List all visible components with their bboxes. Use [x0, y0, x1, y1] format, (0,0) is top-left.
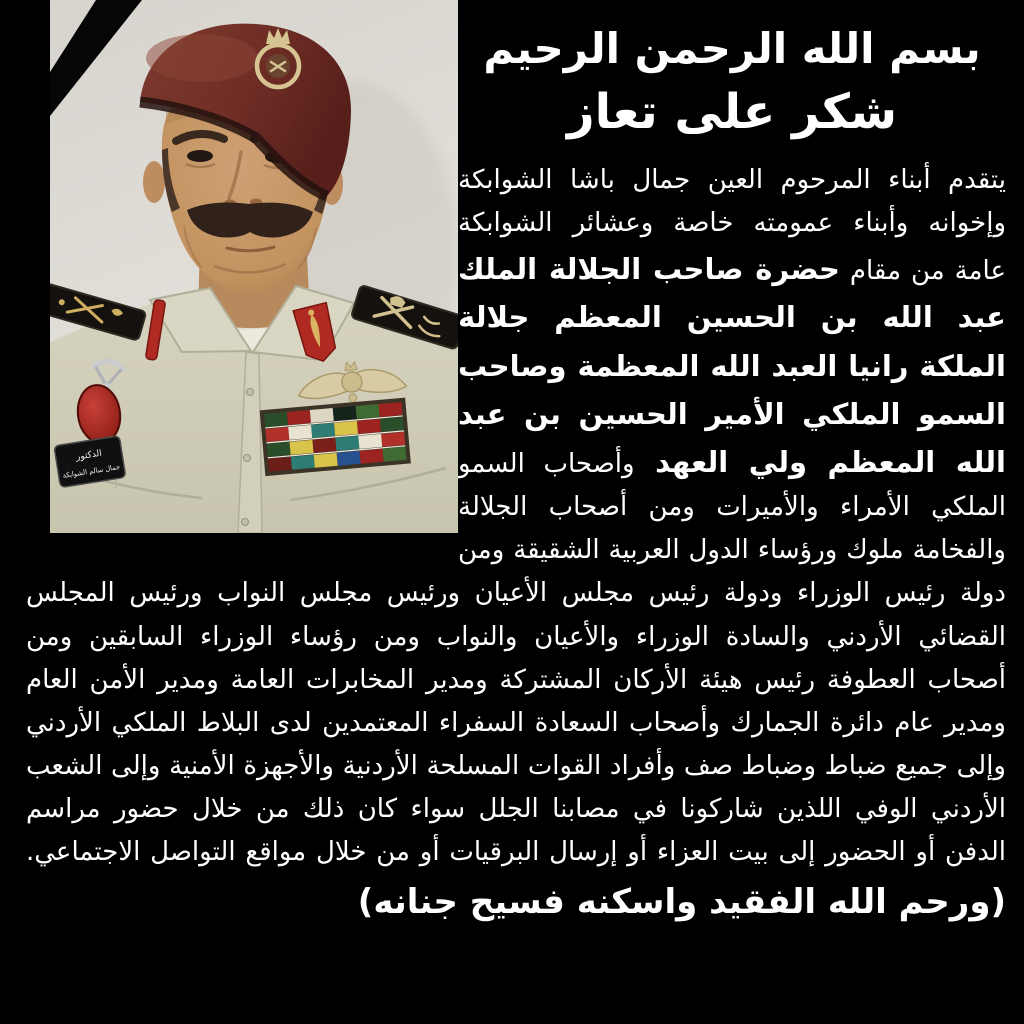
portrait-illustration	[50, 0, 458, 533]
body-segment-bold: حضرة صاحب الجلالة الملك عبد الله بن الحسين المعظم جلالة الملكة رانيا العبد الله المعظمة وصاحب السمو الملكي الأمير الحسين بن عبد الله المعظم ولي العهد	[458, 252, 1006, 479]
body-segment-regular: وأصحاب السمو الملكي الأمراء والأميرات ومن أصحاب الجلالة والفخامة ملوك ورؤساء الدول العربية الشقيقة ومن دولة رئيس الوزراء ودولة رئيس مجلس الأعيان ورئيس مجلس النواب ورئيس المجلس القضائي الأردني والسادة الوزراء والأعيان والنواب ومن رؤساء الوزراء السابقين ومن أصحاب العطوفة رئيس هيئة الأركان المشتركة ومدير المخابرات العامة ومدير الأمن العام ومدير عام دائرة الجمارك وأصحاب السعادة السفراء المعتمدين لدى البلاط الملكي الأردني وإلى جميع ضباط وضباط صف وأفراد القوات المسلحة الأردنية والأجهزة الأمنية وإلى الشعب الأردني الوفي اللذين شاركونا في مصابنا الجلل سواء كان ذلك من خلال حضور مراسم الدفن أو الحضور إلى بيت العزاء أو إرسال البرقيات أو من خلال مواقع التواصل الاجتماعي.	[26, 448, 1006, 868]
name-tag-line1: الدكتور	[75, 448, 103, 463]
body-segment-regular: يتقدم أبناء المرحوم العين جمال باشا الشوابكة وإخوانه وأبناء عمومته خاصة وعشائر الشوابكة عامة من مقام	[458, 164, 1006, 287]
body-segment-bold-large: (ورحم الله الفقيد واسكنه فسيح جنانه)	[357, 882, 1006, 923]
name-tag-line2: جمال سالم الشوابكة	[62, 462, 123, 480]
page-title: شكر على تعاز	[566, 83, 898, 140]
basmala-heading: بسم الله الرحمن الرحيم	[483, 24, 981, 73]
deceased-portrait-photo	[50, 0, 458, 533]
service-ribbons	[260, 398, 411, 476]
